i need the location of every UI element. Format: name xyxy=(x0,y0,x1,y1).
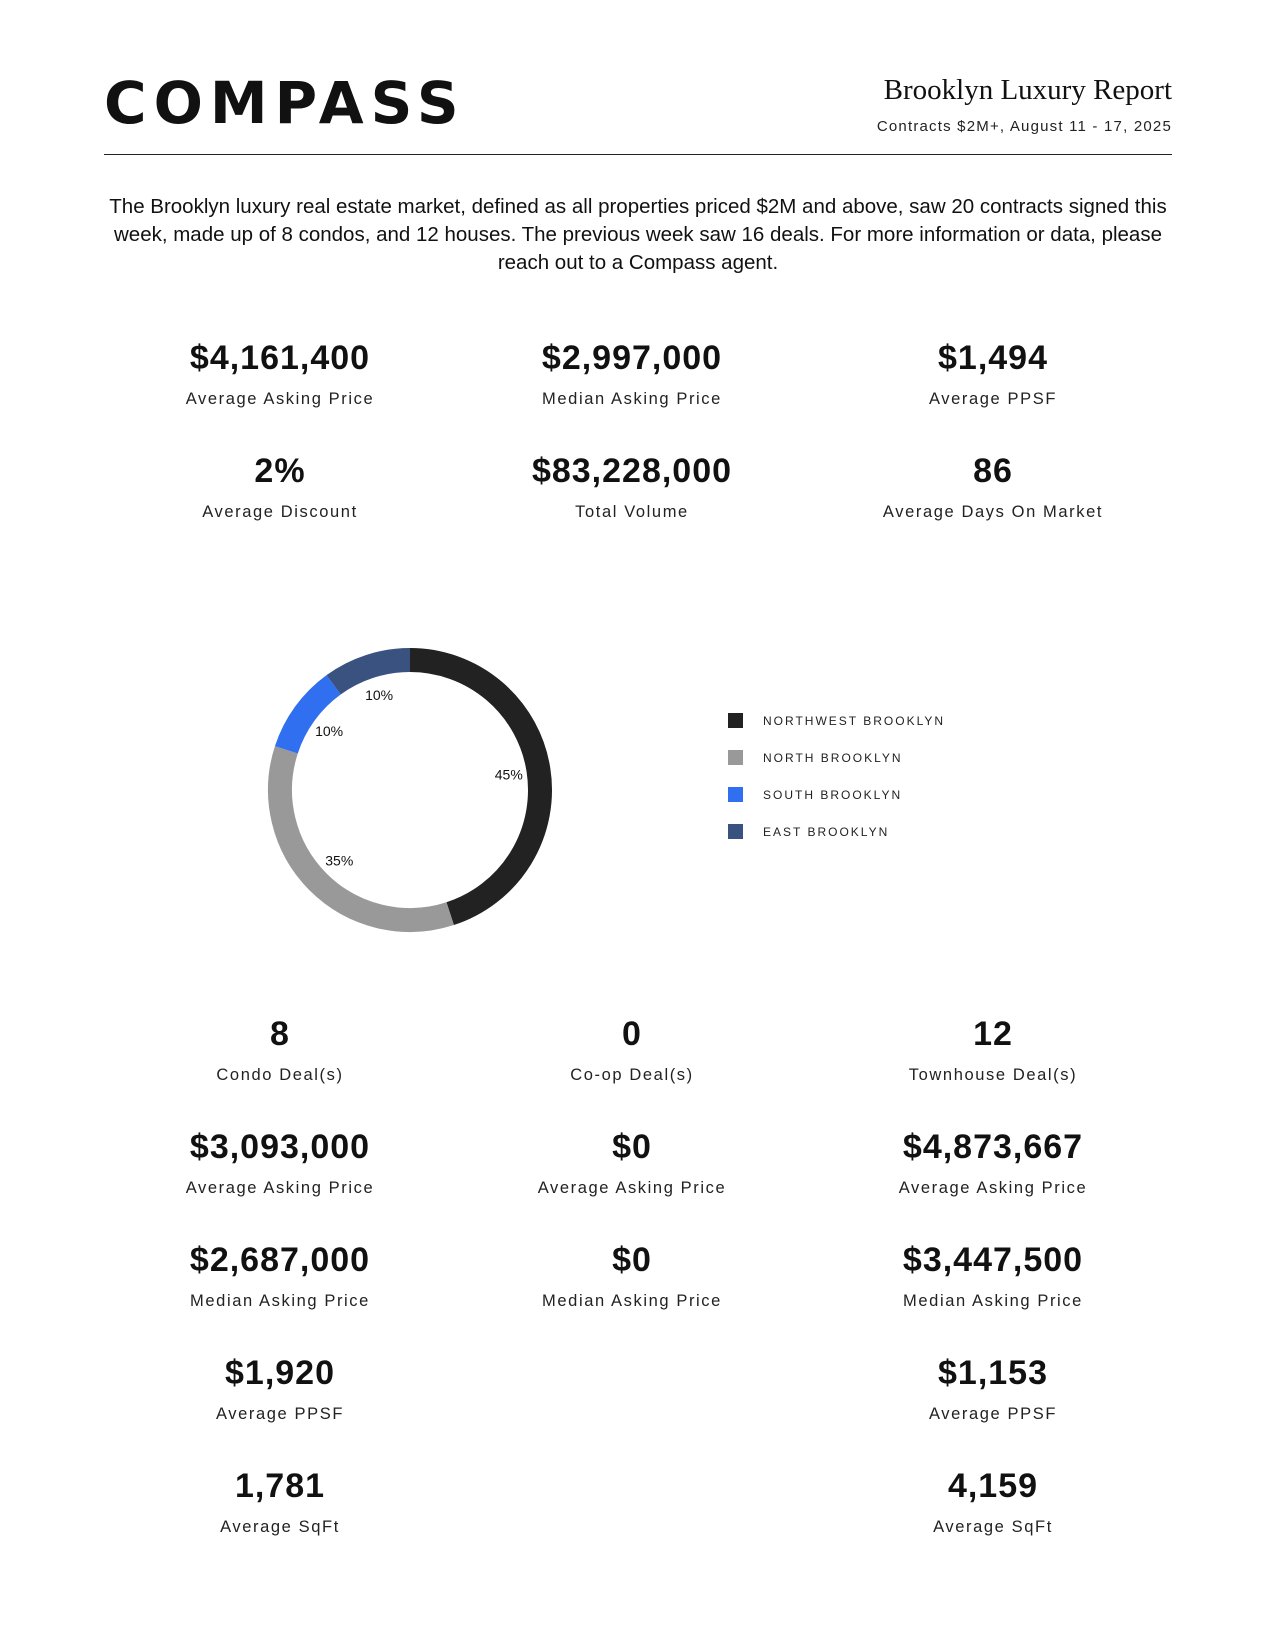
stat-label: Average SqFt xyxy=(933,1518,1053,1536)
summary-stat-avg-asking xyxy=(100,338,460,409)
stat-label: Average PPSF xyxy=(215,1405,345,1423)
stat-label: Average PPSF xyxy=(928,1405,1058,1423)
stat-label: Average Asking Price xyxy=(185,390,375,408)
stat-label: Average Asking Price xyxy=(898,1179,1088,1197)
stat-label: Median Asking Price xyxy=(542,1292,722,1310)
legend-label: SOUTH BROOKLYN xyxy=(763,787,903,802)
compass-logo: COMPASS xyxy=(104,69,466,137)
stat-value: 86 xyxy=(973,452,1013,490)
summary-stat-median-asking xyxy=(452,338,812,409)
legend-item-east xyxy=(728,813,1028,850)
stat-label: Total Volume xyxy=(575,503,689,521)
condo-avg-asking xyxy=(100,1127,460,1198)
slice-label-north: 35% xyxy=(325,852,354,869)
slice-label-south: 10% xyxy=(315,723,344,740)
stat-label: Average Asking Price xyxy=(185,1179,375,1197)
legend-swatch xyxy=(728,824,743,839)
summary-stat-total-volume xyxy=(452,451,812,522)
stat-value: $1,920 xyxy=(225,1354,335,1392)
legend-item-south xyxy=(728,776,1028,813)
slice-northwest xyxy=(410,660,540,914)
stat-label: Average Discount xyxy=(202,503,358,521)
legend-label: NORTH BROOKLYN xyxy=(763,750,903,765)
report-title: Brooklyn Luxury Report xyxy=(883,74,1172,106)
slice-label-northwest: 45% xyxy=(494,766,523,783)
coop-avg-asking xyxy=(452,1127,812,1198)
slice-label-east: 10% xyxy=(365,686,394,703)
stat-label: Average PPSF xyxy=(928,390,1058,408)
slice-north xyxy=(280,750,450,920)
report-header xyxy=(104,60,1172,156)
legend-label: EAST BROOKLYN xyxy=(763,824,890,839)
header-divider xyxy=(104,154,1172,155)
summary-stat-avg-discount xyxy=(100,451,460,522)
stat-label: Average SqFt xyxy=(220,1518,340,1536)
stat-value: $0 xyxy=(612,1241,652,1279)
stat-label: Median Asking Price xyxy=(190,1292,370,1310)
legend-label: NORTHWEST BROOKLYN xyxy=(763,713,946,728)
stat-value: 12 xyxy=(973,1015,1013,1053)
slice-east xyxy=(334,660,410,685)
stat-label: Average Days On Market xyxy=(882,503,1104,521)
stat-value: $1,153 xyxy=(938,1354,1048,1392)
stat-value: 4,159 xyxy=(947,1467,1039,1505)
condo-avg-sqft xyxy=(100,1466,460,1537)
stat-value: $3,447,500 xyxy=(902,1241,1084,1279)
region-donut-chart xyxy=(240,620,580,960)
condo-median-asking xyxy=(100,1240,460,1311)
condo-deals xyxy=(100,1014,460,1085)
stat-value: 2% xyxy=(254,452,306,490)
stat-label: Townhouse Deal(s) xyxy=(908,1066,1078,1084)
townhouse-avg-asking xyxy=(813,1127,1173,1198)
chart-legend xyxy=(728,702,1028,850)
summary-stat-avg-ppsf xyxy=(813,338,1173,409)
legend-item-north xyxy=(728,739,1028,776)
townhouse-median-asking xyxy=(813,1240,1173,1311)
legend-swatch xyxy=(728,750,743,765)
intro-paragraph: The Brooklyn luxury real estate market, defined as all properties priced $2M and above, saw 20 contracts signed this week, made up of 8 condos, and 12 houses. The previous week saw 16 deals. For more information or data, please reach out to a Compass agent. xyxy=(109,195,1167,274)
slice-south xyxy=(286,685,333,750)
legend-swatch xyxy=(728,787,743,802)
report-subtitle: Contracts $2M+, August 11 - 17, 2025 xyxy=(876,118,1172,135)
stat-value: $3,093,000 xyxy=(189,1128,371,1166)
stat-value: $0 xyxy=(612,1128,652,1166)
legend-swatch xyxy=(728,713,743,728)
stat-value: 8 xyxy=(270,1015,290,1053)
coop-median-asking xyxy=(452,1240,812,1311)
stat-value: 1,781 xyxy=(234,1467,326,1505)
stat-label: Median Asking Price xyxy=(542,390,722,408)
stat-value: $4,873,667 xyxy=(902,1128,1084,1166)
townhouse-avg-ppsf xyxy=(813,1353,1173,1424)
stat-value: $2,687,000 xyxy=(189,1241,371,1279)
stat-value: $4,161,400 xyxy=(189,339,371,377)
stat-label: Condo Deal(s) xyxy=(216,1066,344,1084)
stat-value: 0 xyxy=(622,1015,642,1053)
stat-label: Median Asking Price xyxy=(903,1292,1083,1310)
condo-avg-ppsf xyxy=(100,1353,460,1424)
legend-item-northwest xyxy=(728,702,1028,739)
stat-value: $2,997,000 xyxy=(541,339,723,377)
stat-label: Co-op Deal(s) xyxy=(570,1066,694,1084)
townhouse-avg-sqft xyxy=(813,1466,1173,1537)
townhouse-deals xyxy=(813,1014,1173,1085)
stat-label: Average Asking Price xyxy=(537,1179,727,1197)
stat-value: $83,228,000 xyxy=(531,452,733,490)
summary-stat-avg-dom xyxy=(813,451,1173,522)
stat-value: $1,494 xyxy=(938,339,1048,377)
coop-deals xyxy=(452,1014,812,1085)
